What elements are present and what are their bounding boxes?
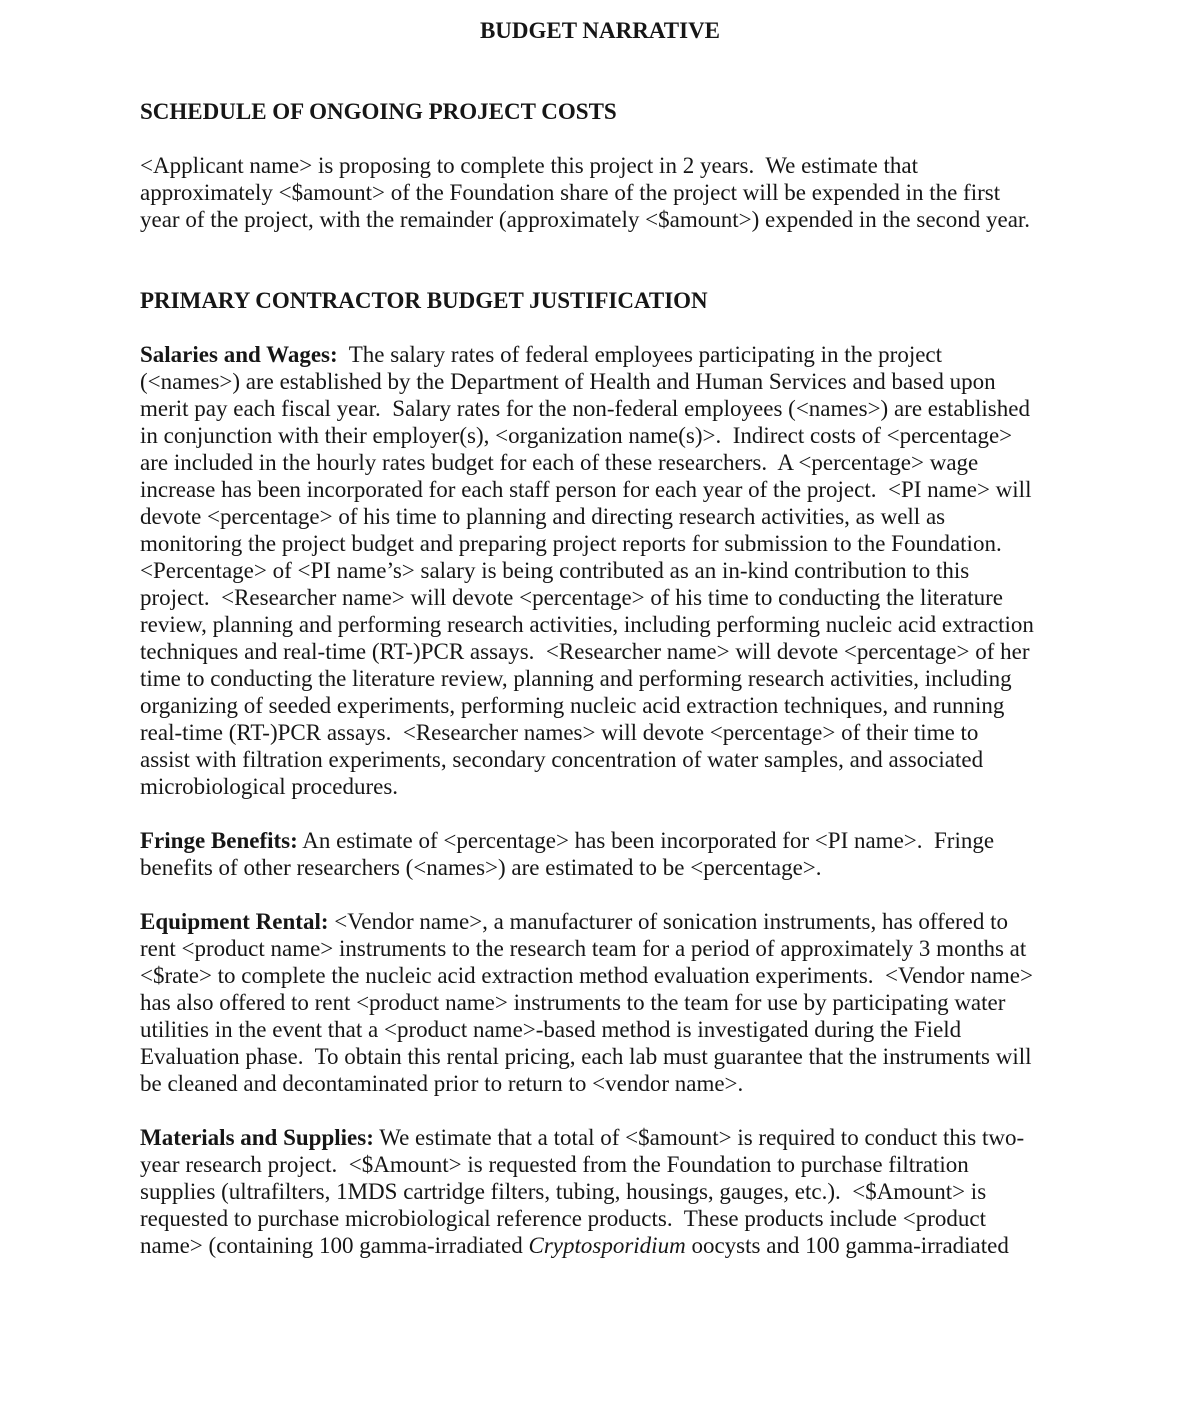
text-line (140, 1178, 1060, 1205)
text-line (140, 1205, 1060, 1232)
text-line (140, 692, 1060, 719)
text-run: assist with filtration experiments, secondary concentration of water samples, and associated (140, 747, 984, 772)
text-line (140, 962, 1060, 989)
bold-text-run: PRIMARY CONTRACTOR BUDGET JUSTIFICATION (140, 288, 708, 313)
fringe-benefits-paragraph (140, 827, 1060, 881)
bold-text-run: Fringe Benefits: (140, 828, 298, 853)
text-run: <Percentage> of <PI name’s> salary is being contributed as an in-kind contribution to this (140, 558, 970, 583)
text-line (140, 395, 1060, 422)
text-line (140, 98, 1060, 125)
text-run: <Vendor name>, a manufacturer of sonication instruments, has offered to (328, 909, 1009, 934)
text-run: utilities in the event that a <product name>-based method is investigated during the Field (140, 1017, 962, 1042)
text-line (140, 206, 1060, 233)
text-line (140, 746, 1060, 773)
equipment-rental-paragraph (140, 908, 1060, 1097)
text-line (140, 503, 1060, 530)
text-line (140, 557, 1060, 584)
text-line (140, 638, 1060, 665)
text-line (140, 1016, 1060, 1043)
text-line (140, 287, 1060, 314)
text-line (140, 908, 1060, 935)
text-run: oocysts and 100 gamma-irradiated (685, 1233, 1009, 1258)
text-run: time to conducting the literature review, planning and performing research activities, including (140, 666, 1012, 691)
bold-text-run: SCHEDULE OF ONGOING PROJECT COSTS (140, 99, 617, 124)
text-run: devote <percentage> of his time to planning and directing research activities, as well as (140, 504, 946, 529)
text-line (140, 1043, 1060, 1070)
schedule-paragraph (140, 152, 1060, 233)
text-line (140, 854, 1060, 881)
text-line (140, 179, 1060, 206)
text-line (140, 935, 1060, 962)
text-line (140, 827, 1060, 854)
schedule-of-ongoing-project-costs-heading (140, 98, 1060, 125)
text-line (140, 1151, 1060, 1178)
text-run: be cleaned and decontaminated prior to return to <vendor name>. (140, 1071, 744, 1096)
text-run: merit pay each fiscal year. Salary rates for the non-federal employees (<names>) are established (140, 396, 1030, 421)
text-run: Evaluation phase. To obtain this rental pricing, each lab must guarantee that the instruments will (140, 1044, 1032, 1069)
text-run: The salary rates of federal employees participating in the project (337, 342, 943, 367)
salaries-and-wages-paragraph (140, 341, 1060, 800)
bold-text-run: Salaries and Wages: (140, 342, 338, 367)
text-run: monitoring the project budget and preparing project reports for submission to the Foundation. (140, 531, 1002, 556)
document-body (140, 98, 1060, 1259)
text-run: increase has been incorporated for each staff person for each year of the project. <PI name> will (140, 477, 1032, 502)
text-line (140, 611, 1060, 638)
document-title: BUDGET NARRATIVE (479, 18, 721, 43)
text-line (140, 665, 1060, 692)
text-run: name> (containing 100 gamma-irradiated (140, 1233, 529, 1258)
text-run: are included in the hourly rates budget for each of these researchers. A <percentage> wage (140, 450, 979, 475)
text-run: <$rate> to complete the nucleic acid extraction method evaluation experiments. <Vendor name> (140, 963, 1033, 988)
text-line (140, 773, 1060, 800)
primary-contractor-budget-justification-heading (140, 287, 1060, 314)
text-run: techniques and real-time (RT-)PCR assays. <Researcher name> will devote <percentage> of her (140, 639, 1030, 664)
text-line (140, 368, 1060, 395)
text-line (140, 719, 1060, 746)
text-run: benefits of other researchers (<names>) are estimated to be <percentage>. (140, 855, 822, 880)
text-run: year of the project, with the remainder (approximately <$amount>) expended in the second year. (140, 207, 1031, 232)
text-line (140, 476, 1060, 503)
text-run: has also offered to rent <product name> instruments to the team for use by participating water (140, 990, 1006, 1015)
text-run: <Applicant name> is proposing to complete this project in 2 years. We estimate that (140, 153, 919, 178)
text-line (140, 530, 1060, 557)
text-run: supplies (ultrafilters, 1MDS cartridge filters, tubing, housings, gauges, etc.). <$Amount> is (140, 1179, 987, 1204)
text-run: We estimate that a total of <$amount> is required to conduct this two- (373, 1125, 1025, 1150)
text-run: rent <product name> instruments to the research team for a period of approximately 3 months at (140, 936, 1027, 961)
bold-text-run: Materials and Supplies: (140, 1125, 374, 1150)
text-line (140, 449, 1060, 476)
text-line (140, 989, 1060, 1016)
text-run: organizing of seeded experiments, performing nucleic acid extraction techniques, and running (140, 693, 1005, 718)
text-run: microbiological procedures. (140, 774, 399, 799)
text-run: in conjunction with their employer(s), <organization name(s)>. Indirect costs of <percentage> (140, 423, 1013, 448)
bold-text-run: Equipment Rental: (140, 909, 329, 934)
text-line (140, 1124, 1060, 1151)
text-line (140, 1070, 1060, 1097)
text-run: project. <Researcher name> will devote <percentage> of his time to conducting the literature (140, 585, 1003, 610)
text-line (140, 422, 1060, 449)
text-run: An estimate of <percentage> has been incorporated for <PI name>. Fringe (297, 828, 995, 853)
text-run: year research project. <$Amount> is requested from the Foundation to purchase filtration (140, 1152, 969, 1177)
text-run: review, planning and performing research activities, including performing nucleic acid extraction (140, 612, 1034, 637)
text-line (140, 152, 1060, 179)
text-line (140, 1232, 1060, 1259)
text-run: approximately <$amount> of the Foundation share of the project will be expended in the first (140, 180, 1001, 205)
italic-text-run: Cryptosporidium (528, 1233, 686, 1258)
text-line (140, 584, 1060, 611)
text-run: (<names>) are established by the Department of Health and Human Services and based upon (140, 369, 996, 394)
text-line (140, 341, 1060, 368)
text-run: requested to purchase microbiological reference products. These products include <product (140, 1206, 986, 1231)
text-run: real-time (RT-)PCR assays. <Researcher names> will devote <percentage> of their time to (140, 720, 979, 745)
materials-and-supplies-paragraph (140, 1124, 1060, 1259)
